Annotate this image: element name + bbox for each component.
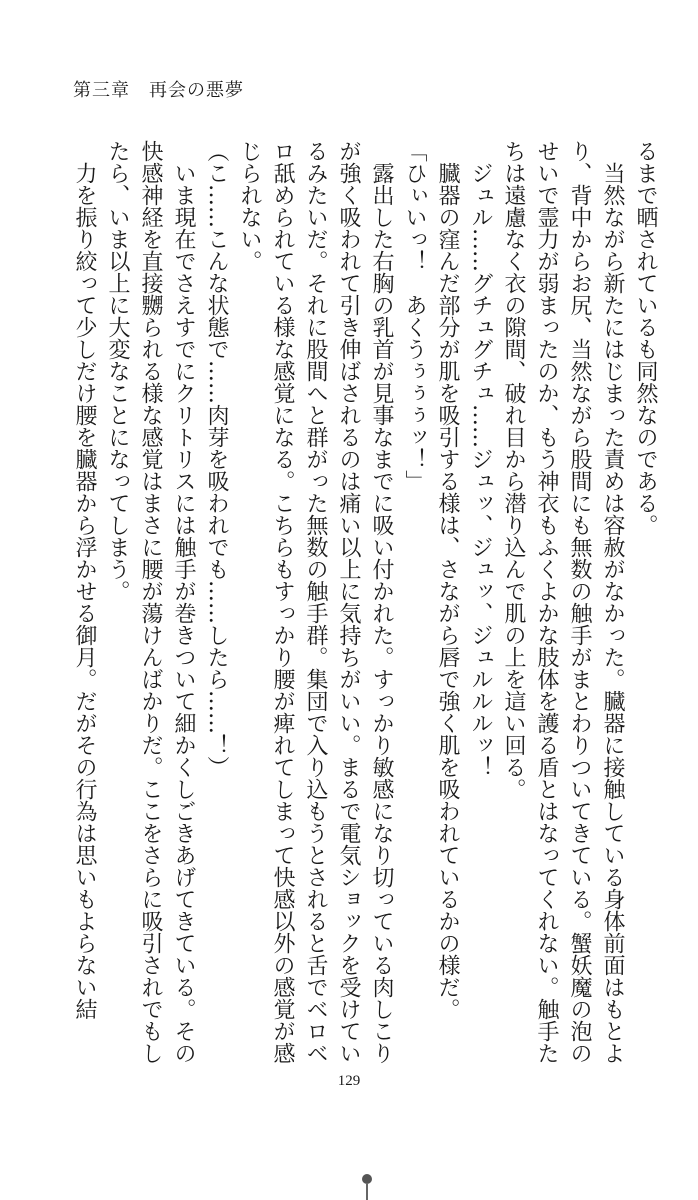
paragraph: るまで晒されているも同然なのである。 xyxy=(633,140,658,536)
inner-thought-line: （こ……こんな状態で……肉芽を吸われでも……したら……！） xyxy=(204,140,229,778)
binding-line-mark xyxy=(366,1184,368,1200)
dialogue-line: 「ひぃいっ！ あくうぅぅぅッ！」 xyxy=(402,140,427,492)
vertical-text-body xyxy=(42,140,662,1070)
page-number: 129 xyxy=(337,1073,361,1089)
paragraph: 臓器の窪んだ部分が肌を吸引する様は、さながら唇で強く肌を吸われているかの様だ。 xyxy=(435,140,460,1020)
paragraph: ジュル……グチュグチュ……ジュッ、ジュッ、ジュルルルッ！ xyxy=(468,140,493,778)
binding-hole-mark xyxy=(362,1174,372,1184)
chapter-title: 第三章 再会の悪夢 xyxy=(73,80,244,101)
paragraph: いま現在でさえすでにクリトリスには触手が巻きついて細かくしごきあげてきている。その快感神経を直接嬲られる様な感覚はまさに腰が蕩けんばかりだ。ここをさらに吸引されでもしたら、いま以上に大変なことになってしまう。 xyxy=(105,140,196,1064)
paragraph: 当然ながら新たにはじまった責めは容赦がなかった。臓器に接触している身体前面はもとより、背中からお尻、当然ながら股間にも無数の触手がまとわりついてきている。蟹妖魔の泡のせいで霊力が弱まったのか、もう神衣もふくよかな肢体を護る盾とはなってくれない。触手たちは遠慮なく衣の隙間、破れ目から潜り込んで肌の上を這い回る。 xyxy=(501,140,625,1064)
paragraph: 露出した右胸の乳首が見事なまでに吸い付かれた。すっかり敏感になり切っている肉しこりが強く吸われて引き伸ばされるのは痛い以上に気持ちがいい。まるで電気ショックを受けているみたいだ。それに股間へと群がった無数の触手群。集団で入り込もうとされると舌でベロベロ舐められている様な感覚になる。こちらもすっかり腰が痺れてしまって快感以外の感覚が感じられない。 xyxy=(237,140,394,1064)
paragraph: 力を振り絞って少しだけ腰を臓器から浮かせる御月。だがその行為は思いもよらない結 xyxy=(72,140,97,1020)
